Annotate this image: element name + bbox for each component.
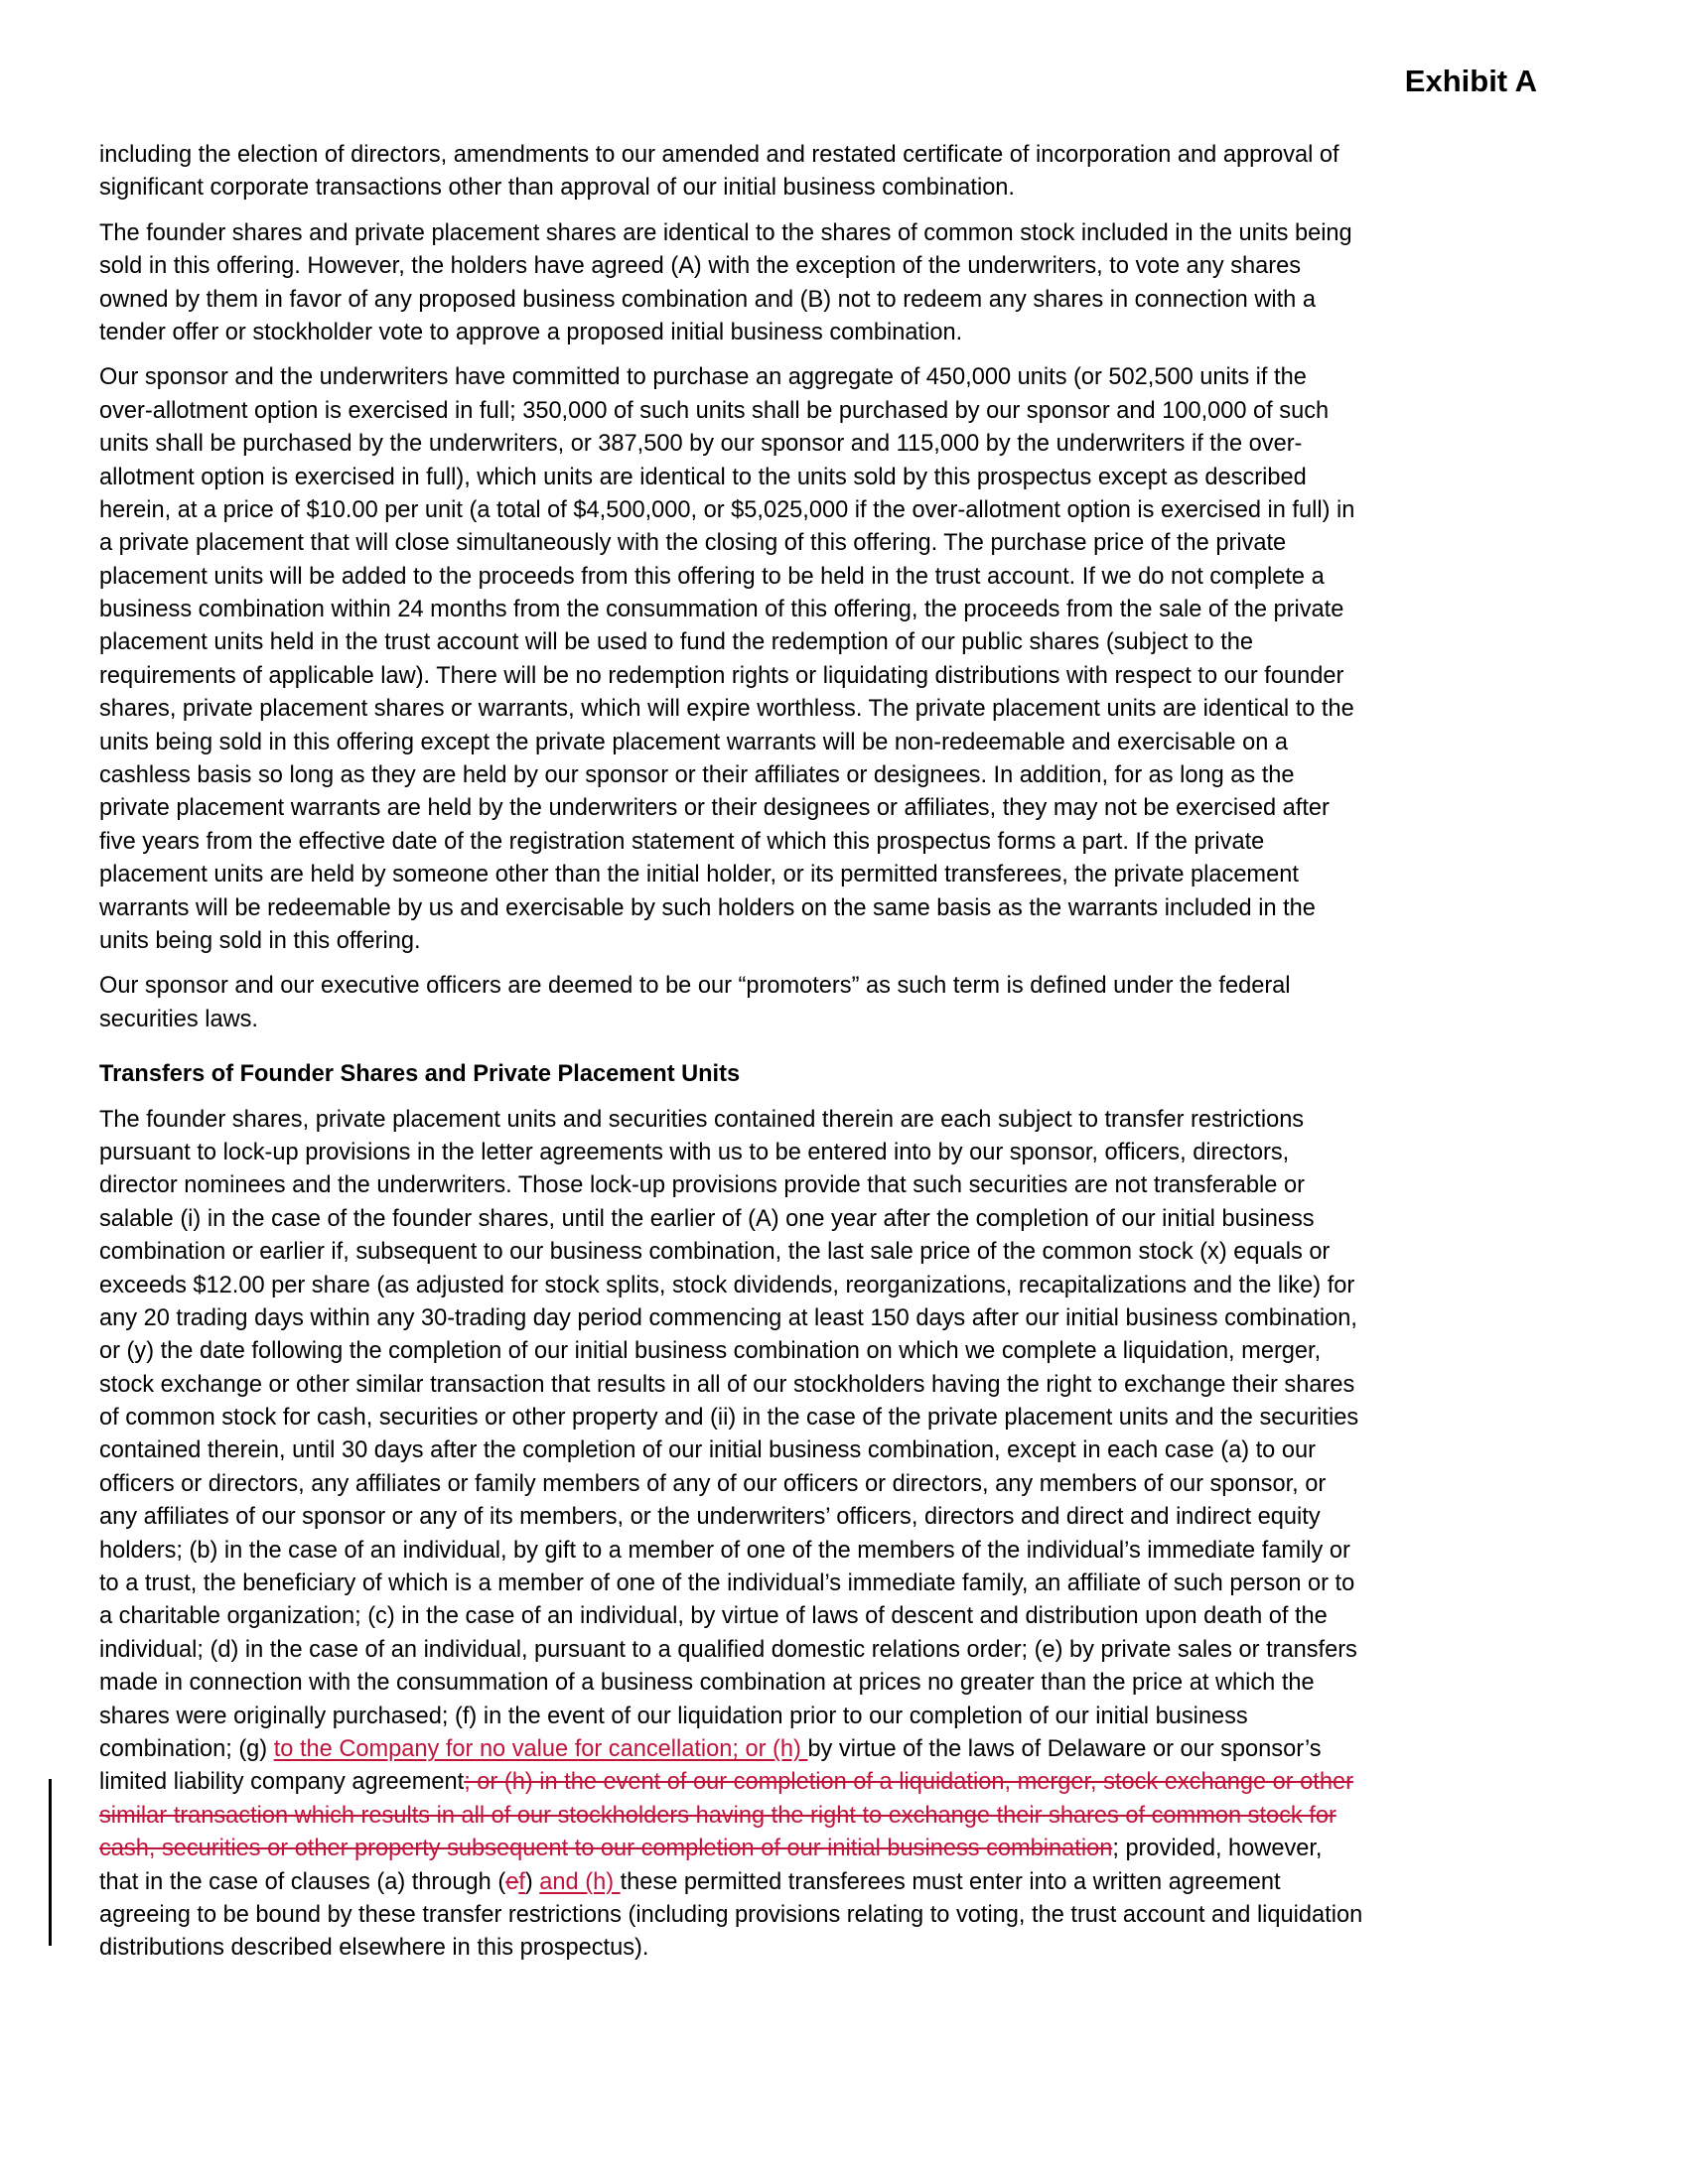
text-line: placement units held in the trust account will be used to fund the redemption of our public shares (subject to the <box>99 629 1254 656</box>
text-run: that in the case of clauses (a) through ( <box>99 1868 506 1895</box>
text-line: exceeds $12.00 per share (as adjusted for stock splits, stock dividends, reorganizations, recapitalizations and the like) for <box>99 1272 1355 1298</box>
text-line: warrants will be redeemable by us and exercisable by such holders on the same basis as the warrants included in the <box>99 894 1316 921</box>
text-run: by virtue of the laws of Delaware or our sponsor’s <box>807 1735 1322 1762</box>
section-heading: Transfers of Founder Shares and Private Placement Units <box>99 1061 741 1088</box>
text-line: business combination within 24 months from the consummation of this offering, the proceeds from the sale of the private <box>99 597 1344 623</box>
text-line: of common stock for cash, securities or other property and (ii) in the case of the private placement units and the securities <box>99 1405 1359 1432</box>
text-line: over-allotment option is exercised in full; 350,000 of such units shall be purchased by our sponsor and 100,000 of such <box>99 397 1330 424</box>
redline-line <box>99 1833 1609 1865</box>
text-line: officers or directors, any affiliates or family members of any of our officers or directors, any members of our sponsor, or <box>99 1470 1327 1497</box>
paragraph-founder-shares <box>99 217 1609 350</box>
redline-line <box>99 1800 1609 1833</box>
text-line: units being sold in this offering except the private placement warrants will be non-redeemable and exercisable on a <box>99 729 1288 755</box>
text-line: units being sold in this offering. <box>99 927 421 954</box>
change-bar <box>49 1779 52 1946</box>
text-line: shares, private placement shares or warrants, which will expire worthless. The private placement units are identical to the <box>99 696 1354 723</box>
text-line: sold in this offering. However, the holders have agreed (A) with the exception of the underwriters, to vote any shares <box>99 253 1302 280</box>
text-line: Our sponsor and our executive officers are deemed to be our “promoters” as such term is defined under the federal <box>99 973 1291 1000</box>
text-line: director nominees and the underwriters. Those lock-up provisions provide that such securities are not transferable or <box>99 1172 1305 1199</box>
deleted-text: similar transaction which results in all of our stockholders having the right to exchange their shares of common stock for <box>99 1802 1336 1829</box>
deleted-text: ; or (h) in the event of our completion of a liquidation, merger, stock exchange or other <box>464 1769 1353 1796</box>
text-line: or (y) the date following the completion of our initial business combination on which we complete a liquidation, merger, <box>99 1338 1322 1365</box>
exhibit-label: Exhibit A <box>1404 64 1537 98</box>
deleted-text: e <box>505 1868 519 1895</box>
text-run: these permitted transferees must enter into a written agreement <box>620 1868 1281 1895</box>
text-line: a charitable organization; (c) in the case of an individual, by virtue of laws of descent and distribution upon death of the <box>99 1603 1328 1630</box>
text-run: combination; (g) <box>99 1735 274 1762</box>
paragraph-voting <box>99 139 1609 205</box>
redline-line <box>99 1866 1609 1899</box>
paragraph-private-placement <box>99 361 1609 958</box>
text-line: any affiliates of our sponsor or any of its members, or the underwriters’ officers, directors and direct and indirect equity <box>99 1504 1321 1531</box>
text-line: placement units will be added to the proceeds from this offering to be held in the trust account. If we do not complete a <box>99 563 1325 590</box>
text-line: including the election of directors, amendments to our amended and restated certificate of incorporation and approval of <box>99 142 1339 168</box>
text-line: combination or earlier if, subsequent to our business combination, the last sale price of the common stock (x) equals or <box>99 1239 1331 1266</box>
text-line: placement units are held by someone other than the initial holder, or its permitted transferees, the private placement <box>99 862 1299 888</box>
text-line: stock exchange or other similar transaction that results in all of our stockholders having the right to exchange their shares <box>99 1371 1355 1398</box>
text-line: agreeing to be bound by these transfer restrictions (including provisions relating to voting, the trust account and liquidation <box>99 1901 1363 1928</box>
text-run: ; provided, however, <box>1112 1836 1323 1862</box>
redline-line <box>99 1733 1609 1766</box>
paragraph-promoters <box>99 970 1609 1036</box>
text-run: limited liability company agreement <box>99 1769 465 1796</box>
text-line: holders; (b) in the case of an individual, by gift to a member of one of the members of the individual’s immediate family or <box>99 1537 1350 1564</box>
text-line: salable (i) in the case of the founder shares, until the earlier of (A) one year after the completion of our initial business <box>99 1205 1315 1232</box>
text-line: The founder shares, private placement units and securities contained therein are each subject to transfer restrictions <box>99 1106 1305 1133</box>
text-line: Our sponsor and the underwriters have committed to purchase an aggregate of 450,000 units (or 502,500 units if the <box>99 364 1307 391</box>
text-run: ) <box>524 1868 540 1895</box>
text-line: private placement warrants are held by the underwriters or their designees or affiliates, they may not be exercised after <box>99 795 1330 822</box>
text-line: any 20 trading days within any 30-trading day period commencing at least 150 days after our initial business combination, <box>99 1304 1357 1331</box>
text-line: cashless basis so long as they are held by our sponsor or their affiliates or designees. In addition, for as long as the <box>99 762 1295 789</box>
text-line: requirements of applicable law). There will be no redemption rights or liquidating distributions with respect to our founder <box>99 662 1344 689</box>
inserted-text: and (h) <box>539 1868 621 1895</box>
text-line: tender offer or stockholder vote to approve a proposed initial business combination. <box>99 319 963 345</box>
text-line: pursuant to lock-up provisions in the letter agreements with us to be entered into by our sponsor, officers, directors, <box>99 1139 1290 1165</box>
text-line: to a trust, the beneficiary of which is a member of one of the individual’s immediate family, an affiliate of such person or to <box>99 1570 1355 1597</box>
text-line: distributions described elsewhere in this prospectus). <box>99 1935 649 1962</box>
text-line: five years from the effective date of the registration statement of which this prospectus forms a part. If the private <box>99 828 1265 855</box>
paragraph-transfers <box>99 1104 1609 1966</box>
text-line: a private placement that will close simultaneously with the closing of this offering. The purchase price of the private <box>99 530 1287 557</box>
document-body <box>99 139 1609 1978</box>
text-line: allotment option is exercised in full), which units are identical to the units sold by this prospectus except as described <box>99 464 1307 490</box>
text-line: significant corporate transactions other than approval of our initial business combination. <box>99 175 1015 202</box>
text-line: owned by them in favor of any proposed business combination and (B) not to redeem any shares in connection with a <box>99 286 1316 313</box>
redline-line <box>99 1766 1609 1799</box>
deleted-text: cash, securities or other property subsequent to our completion of our initial business combination <box>99 1836 1113 1862</box>
text-line: made in connection with the consummation of a business combination at prices no greater than the price at which the <box>99 1670 1315 1697</box>
inserted-text: to the Company for no value for cancellation; or (h) <box>273 1735 808 1762</box>
text-line: securities laws. <box>99 1006 258 1032</box>
text-line: The founder shares and private placement shares are identical to the shares of common stock included in the units being <box>99 219 1352 246</box>
text-line: individual; (d) in the case of an individual, pursuant to a qualified domestic relations order; (e) by private sales or transfers <box>99 1636 1357 1663</box>
text-line: units shall be purchased by the underwriters, or 387,500 by our sponsor and 115,000 by the underwriters if the over- <box>99 431 1303 458</box>
text-line: shares were originally purchased; (f) in the event of our liquidation prior to our completion of our initial business <box>99 1703 1248 1729</box>
text-line: herein, at a price of $10.00 per unit (a total of $4,500,000, or $5,025,000 if the over-allotment option is exercised in full) in <box>99 496 1355 523</box>
inserted-text: f <box>518 1868 525 1895</box>
text-line: contained therein, until 30 days after the completion of our initial business combination, except in each case (a) to our <box>99 1437 1316 1464</box>
